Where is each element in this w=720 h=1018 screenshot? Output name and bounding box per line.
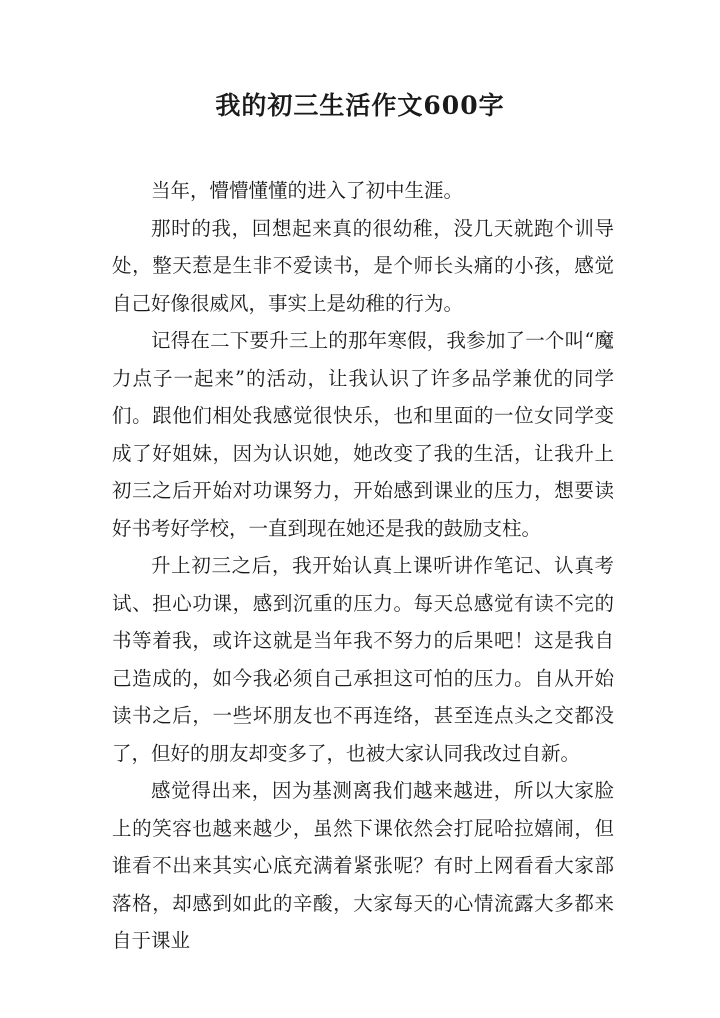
document-body bbox=[112, 172, 614, 960]
paragraph: 升上初三之后，我开始认真上课听讲作笔记、认真考试、担心功课，感到沉重的压力。每天总感觉有读不完的书等着我，或许这就是当年我不努力的后果吧！这是我自己造成的，如今我必须自己承担这可怕的压力。自从开始读书之后，一些坏朋友也不再连络，甚至连点头之交都没了，但好的朋友却变多了，也被大家认同我改过自新。 bbox=[112, 554, 614, 765]
paragraph: 记得在二下要升三上的那年寒假，我参加了一个叫“魔力点子一起来”的活动，让我认识了许多品学兼优的同学们。跟他们相处我感觉很快乐，也和里面的一位女同学变成了好姐妹，因为认识她，她改变了我的生活，让我升上初三之后开始对功课努力，开始感到课业的压力，想要读好书考好学校，一直到现在她还是我的鼓励支柱。 bbox=[112, 329, 614, 540]
document-title: 我的初三生活作文600字 bbox=[215, 91, 505, 120]
paragraph: 感觉得出来，因为基测离我们越来越进，所以大家脸上的笑容也越来越少，虽然下课依然会打屁哈拉嬉闹，但谁看不出来其实心底充满着紧张呢？有时上网看看大家部落格，却感到如此的辛酸，大家每天的心情流露大多都来自于课业 bbox=[112, 779, 614, 952]
paragraph: 那时的我，回想起来真的很幼稚，没几天就跑个训导处，整天惹是生非不爱读书，是个师长头痛的小孩，感觉自己好像很威风，事实上是幼稚的行为。 bbox=[112, 216, 614, 315]
paragraph: 当年，懵懵懂懂的进入了初中生涯。 bbox=[151, 179, 464, 202]
